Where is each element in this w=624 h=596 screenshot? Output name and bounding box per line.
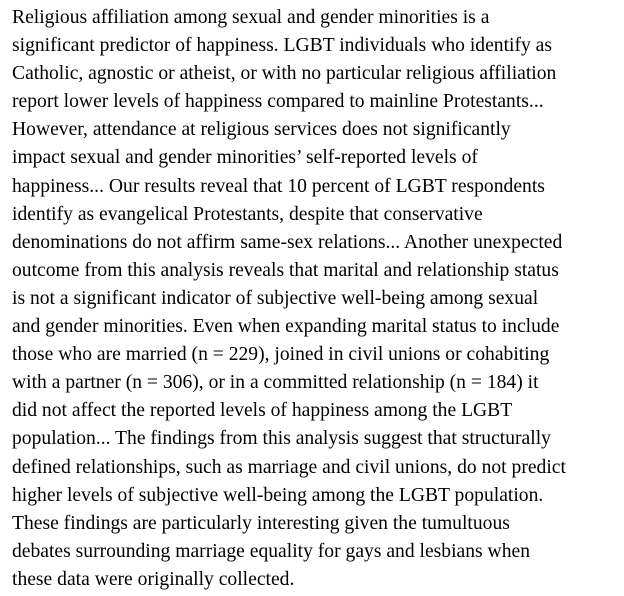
text-line-10: outcome from this analysis reveals that marital and relationship status: [12, 259, 559, 281]
text-line-7: happiness... Our results reveal that 10 percent of LGBT respondents: [12, 175, 545, 197]
text-line-15: did not affect the reported levels of happiness among the LGBT: [12, 400, 513, 422]
text-line-21: these data were originally collected.: [12, 568, 295, 590]
text-line-17: defined relationships, such as marriage and civil unions, do not predict: [12, 456, 566, 478]
text-line-1: Religious affiliation among sexual and gender minorities is a: [12, 7, 490, 28]
text-line-16: population... The findings from this analysis suggest that structurally: [12, 428, 551, 450]
text-line-4: report lower levels of happiness compared to mainline Protestants...: [12, 91, 544, 113]
text-line-2: significant predictor of happiness. LGBT individuals who identify as: [12, 35, 553, 57]
text-line-20: debates surrounding marriage equality for gays and lesbians when: [12, 540, 530, 562]
text-line-12: and gender minorities. Even when expanding marital status to include: [12, 316, 560, 338]
text-line-9: denominations do not affirm same-sex relations... Another unexpected: [12, 231, 563, 253]
document-body: [12, 4, 624, 594]
text-line-6: impact sexual and gender minorities’ self-reported levels of: [12, 147, 478, 169]
text-line-13: those who are married (n = 229), joined in civil unions or cohabiting: [12, 344, 550, 366]
text-line-19: These findings are particularly interesting given the tumultuous: [12, 512, 510, 534]
text-line-14: with a partner (n = 306), or in a committed relationship (n = 184) it: [12, 372, 539, 394]
text-line-8: identify as evangelical Protestants, despite that conservative: [12, 203, 483, 225]
text-line-11: is not a significant indicator of subjective well-being among sexual: [12, 287, 539, 309]
text-line-18: higher levels of subjective well-being among the LGBT population.: [12, 484, 544, 506]
text-line-5: However, attendance at religious services does not significantly: [12, 119, 511, 141]
text-line-3: Catholic, agnostic or atheist, or with no particular religious affiliation: [12, 63, 557, 85]
